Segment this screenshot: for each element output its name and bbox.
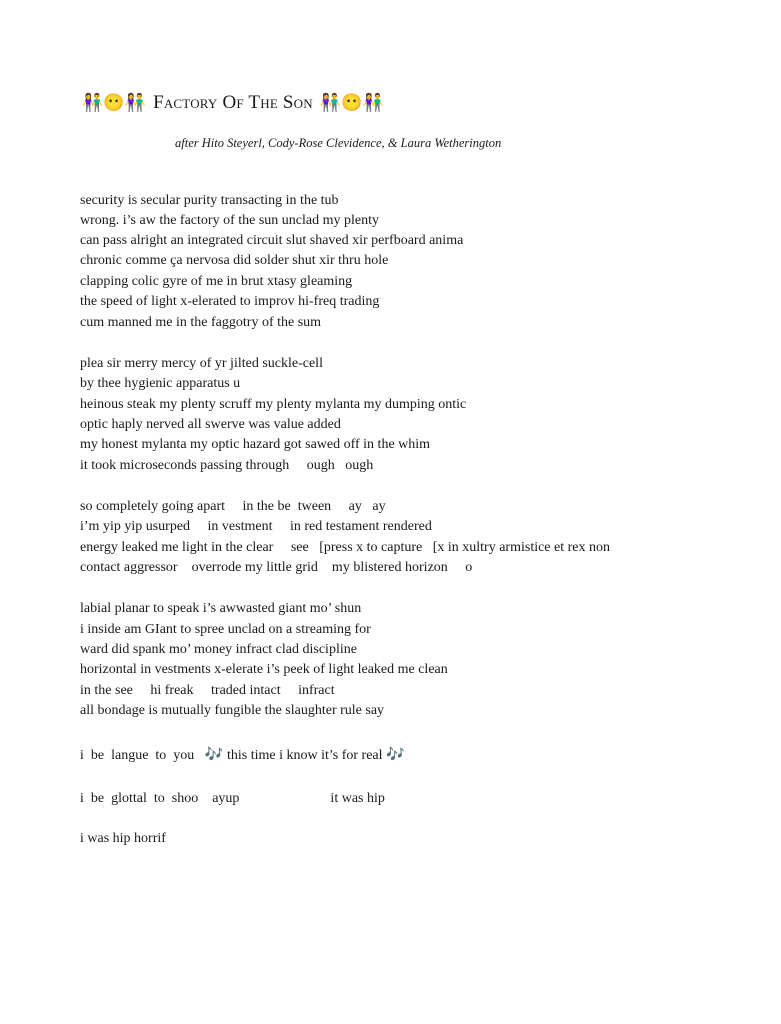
poem-line: horizontal in vestments x-elerate i’s peek of light leaked me clean (80, 662, 448, 677)
music-note-icon: 🎶 (386, 747, 405, 763)
dedication: after Hito Steyerl, Cody-Rose Clevidence, & Laura Wetherington (175, 136, 502, 150)
poem-line: heinous steak my plenty scruff my plenty mylanta my dumping ontic (80, 397, 467, 412)
poem-line: energy leaked me light in the clear see [press x to capture [x in xultry armistice et rex non (80, 540, 611, 555)
couple-emoji-icon: 👫😶👫 (82, 93, 147, 112)
poem-line-final: i was hip horrif (80, 831, 166, 846)
poem-line: i inside am GIant to spree unclad on a streaming for (80, 622, 371, 637)
poem-line: so completely going apart in the be tween ay ay (80, 499, 386, 514)
poem-line: optic haply nerved all swerve was value added (80, 417, 341, 432)
poem-line: can pass alright an integrated circuit slut shaved xir perfboard anima (80, 233, 464, 248)
poem-title-text: Factory Of The Son (153, 92, 313, 113)
music-note-icon: 🎶 (204, 747, 224, 763)
poem-line: the speed of light x-elerated to improv hi-freq trading (80, 294, 380, 309)
poem-line: i’m yip yip usurped in vestment in red testament rendered (80, 519, 432, 534)
poem-line: labial planar to speak i’s awwasted giant mo’ shun (80, 601, 362, 616)
poem-line: all bondage is mutually fungible the slaughter rule say (80, 703, 385, 718)
poem-line: contact aggressor overrode my little grid my blistered horizon o (80, 560, 473, 575)
poem-line: chronic comme ça nervosa did solder shut xir thru hole (80, 253, 389, 268)
poem-line-glottal: i be glottal to shoo ayup it was hip (80, 791, 385, 806)
poem-line: by thee hygienic apparatus u (80, 376, 241, 391)
poem-line: security is secular purity transacting in the tub (80, 193, 339, 208)
poem-title (80, 92, 386, 114)
poem-line: plea sir merry mercy of yr jilted suckle-cell (80, 356, 323, 371)
poem-line: it took microseconds passing through ough ough (80, 458, 374, 473)
couple-emoji-icon: 👫😶👫 (319, 93, 384, 112)
langue-text-real: this time i know it’s for real (227, 748, 383, 763)
poem-line: in the see hi freak traded intact infract (80, 683, 335, 698)
poem-line: cum manned me in the faggotry of the sum (80, 315, 322, 330)
poem-line: clapping colic gyre of me in brut xtasy gleaming (80, 274, 353, 289)
poem-line: wrong. i’s aw the factory of the sun unclad my plenty (80, 213, 379, 228)
poem-line: ward did spank mo’ money infract clad discipline (80, 642, 357, 657)
poem-line-langue (80, 745, 405, 766)
poem-line: my honest mylanta my optic hazard got sawed off in the whim (80, 437, 431, 452)
langue-text: i be langue to you (80, 748, 195, 763)
